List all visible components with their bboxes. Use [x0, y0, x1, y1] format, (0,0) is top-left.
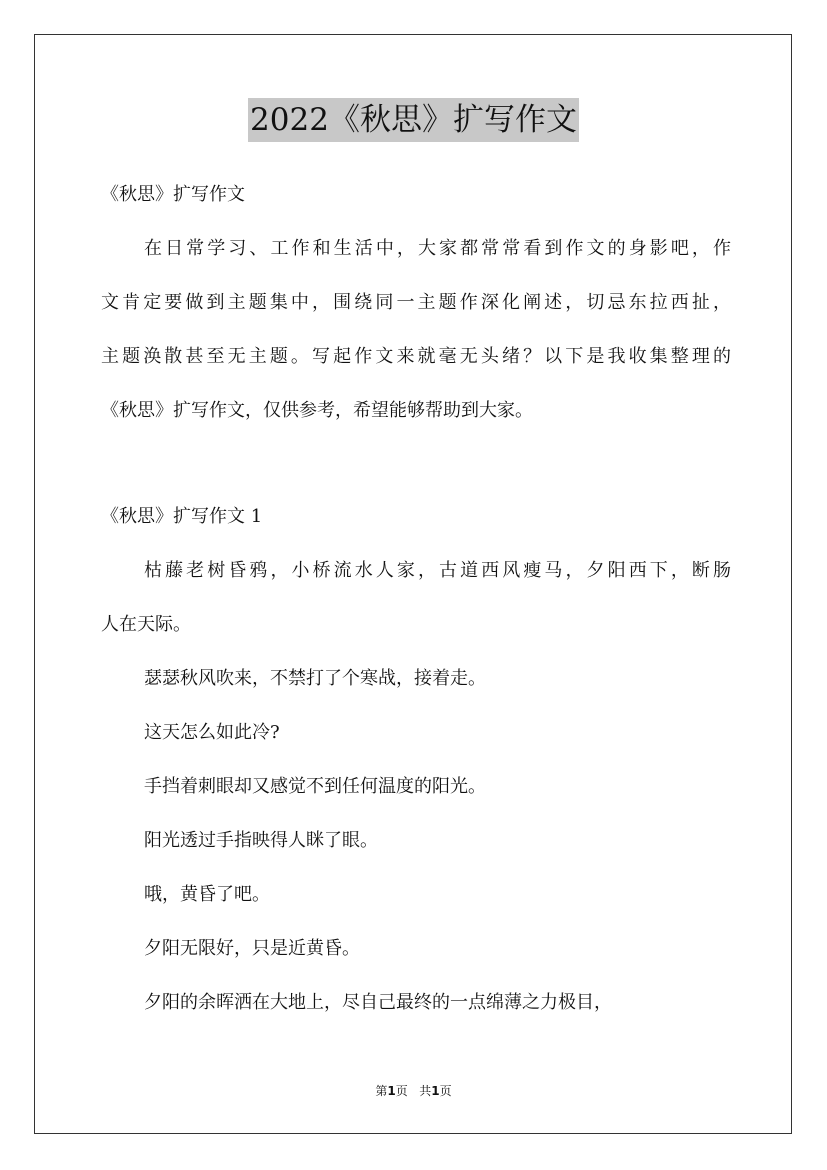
footer-page-number: 1 — [387, 1084, 396, 1098]
document-body — [101, 168, 731, 1030]
title-container — [0, 98, 827, 142]
body-line-1: 枯藤老树昏鸦，小桥流水人家，古道西风瘦马，夕阳西下，断肠 — [144, 560, 731, 581]
body-line-9: 夕阳的余晖洒在大地上，尽自己最终的一点绵薄之力极目， — [144, 992, 612, 1013]
blank-line — [101, 438, 731, 490]
body-line-4: 这天怎么如此冷? — [144, 722, 280, 743]
footer-page-suffix: 页 — [395, 1084, 408, 1098]
section-heading: 《秋思》扩写作文 1 — [101, 506, 263, 527]
footer-total-prefix: 共 — [419, 1084, 432, 1098]
page-footer — [0, 1082, 827, 1099]
body-line-5: 手挡着刺眼却又感觉不到任何温度的阳光。 — [144, 776, 486, 797]
body-line-6: 阳光透过手指映得人眯了眼。 — [144, 830, 378, 851]
footer-prefix: 第 — [375, 1084, 388, 1098]
intro-line-4: 《秋思》扩写作文，仅供参考，希望能够帮助到大家。 — [101, 400, 533, 421]
body-line-2: 人在天际。 — [101, 614, 191, 635]
body-line-7: 哦，黄昏了吧。 — [144, 884, 270, 905]
intro-line-2: 文肯定要做到主题集中，围绕同一主题作深化阐述，切忌东拉西扯， — [101, 292, 731, 313]
body-line-8: 夕阳无限好，只是近黄昏。 — [144, 938, 360, 959]
intro-line-3: 主题涣散甚至无主题。写起作文来就毫无头绪？以下是我收集整理的 — [101, 346, 731, 367]
document-title: 2022《秋思》扩写作文 — [248, 98, 579, 142]
subtitle: 《秋思》扩写作文 — [101, 184, 245, 205]
footer-total-suffix: 页 — [439, 1084, 452, 1098]
intro-line-1: 在日常学习、工作和生活中，大家都常常看到作文的身影吧，作 — [144, 238, 731, 259]
body-line-3: 瑟瑟秋风吹来，不禁打了个寒战，接着走。 — [144, 668, 486, 689]
footer-total-number: 1 — [431, 1084, 440, 1098]
